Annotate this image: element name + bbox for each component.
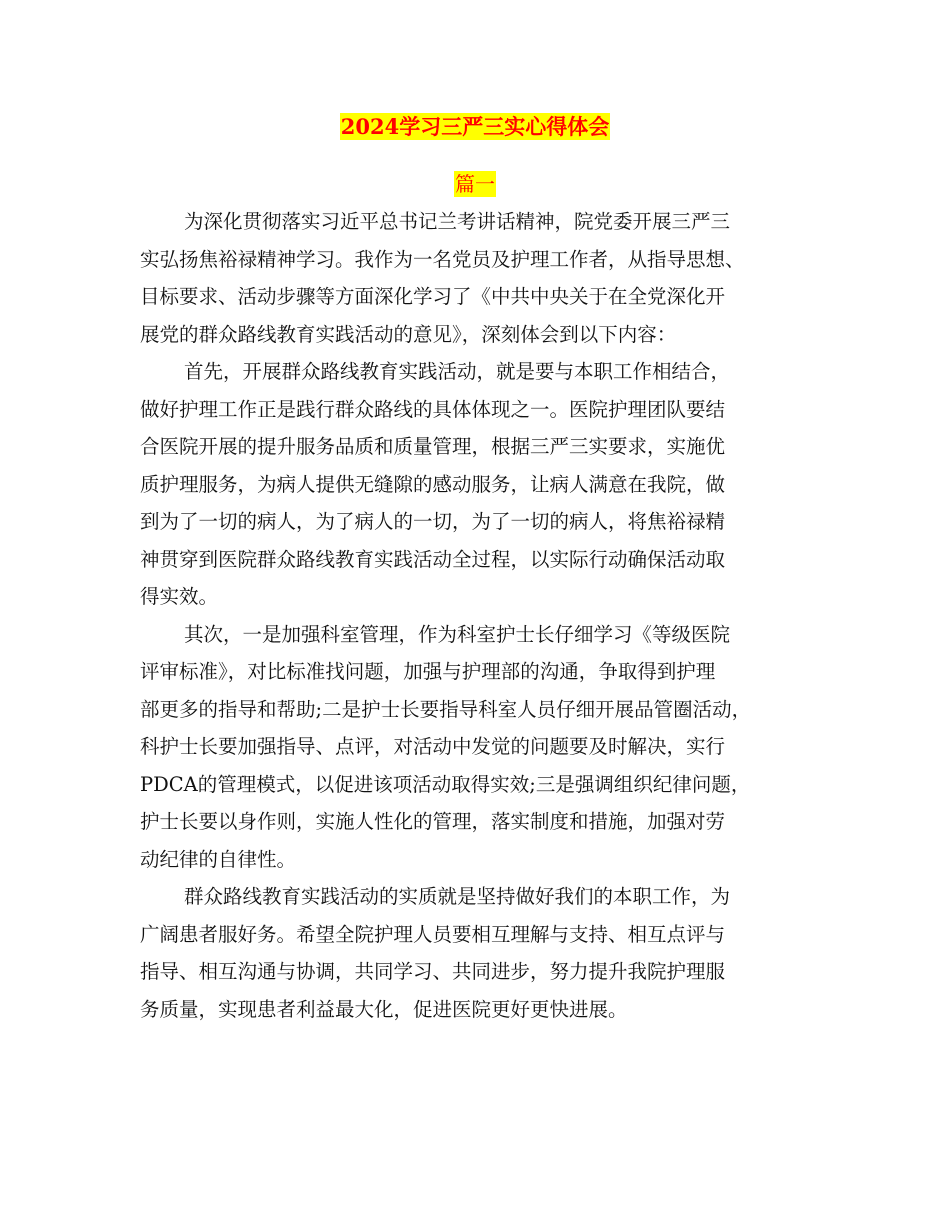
text-line: 神贯穿到医院群众路线教育实践活动全过程，以实际行动确保活动取 <box>140 547 726 571</box>
section-heading: 篇一 <box>455 172 495 196</box>
text-line: 展党的群众路线教育实践活动的意见》，深刻体会到以下内容： <box>140 322 677 346</box>
subtitle-container <box>0 171 950 197</box>
text-line: 质护理服务，为病人提供无缝隙的感动服务，让病人满意在我院，做 <box>140 472 726 496</box>
text-line: 广阔患者服好务。希望全院护理人员要相互理解与支持、相互点评与 <box>140 922 726 946</box>
text-line: 群众路线教育实践活动的实质就是坚持做好我们的本职工作，为 <box>184 885 731 908</box>
text-line: 部更多的指导和帮助;二是护士长要指导科室人员仔细开展品管圈活动， <box>140 697 752 721</box>
text-line: 指导、相互沟通与协调，共同学习、共同进步，努力提升我院护理服 <box>140 960 726 983</box>
paragraph-1 <box>140 203 820 353</box>
text-line: 做好护理工作正是践行群众路线的具体体现之一。医院护理团队要结 <box>140 397 726 421</box>
title-container <box>0 113 950 140</box>
text-line: 到为了一切的病人，为了病人的一切，为了一切的病人，将焦裕禄精 <box>140 510 726 533</box>
paragraph-4 <box>140 878 820 1028</box>
text-line: 评审标准》，对比标准找问题，加强与护理部的沟通，争取得到护理 <box>140 660 716 683</box>
text-line: 合医院开展的提升服务品质和质量管理，根据三严三实要求，实施优 <box>140 435 726 458</box>
text-line: 实弘扬焦裕禄精神学习。我作为一名党员及护理工作者，从指导思想、 <box>140 247 745 271</box>
text-line: 科护士长要加强指导、点评，对活动中发觉的问题要及时解决，实行 <box>140 735 726 758</box>
text-line: 为深化贯彻落实习近平总书记兰考讲话精神，院党委开展三严三 <box>184 210 731 233</box>
text-line: 目标要求、活动步骤等方面深化学习了《中共中央关于在全党深化开 <box>140 285 726 308</box>
text-line: 护士长要以身作则，实施人性化的管理，落实制度和措施，加强对劳 <box>140 810 726 833</box>
text-line: 其次，一是加强科室管理，作为科室护士长仔细学习《等级医院 <box>184 622 731 646</box>
body-text <box>140 203 820 1028</box>
paragraph-2 <box>140 353 820 616</box>
paragraph-3 <box>140 616 820 879</box>
text-line: 首先，开展群众路线教育实践活动，就是要与本职工作相结合， <box>184 360 731 383</box>
text-line: 务质量，实现患者利益最大化，促进医院更好更快进展。 <box>140 997 628 1021</box>
text-line: 得实效。 <box>140 585 219 608</box>
text-line: PDCA的管理模式，以促进该项活动取得实效;三是强调组织纪律问题， <box>140 772 751 796</box>
document-title: 2024学习三严三实心得体会 <box>340 114 610 139</box>
text-line: 动纪律的自律性。 <box>140 847 297 871</box>
